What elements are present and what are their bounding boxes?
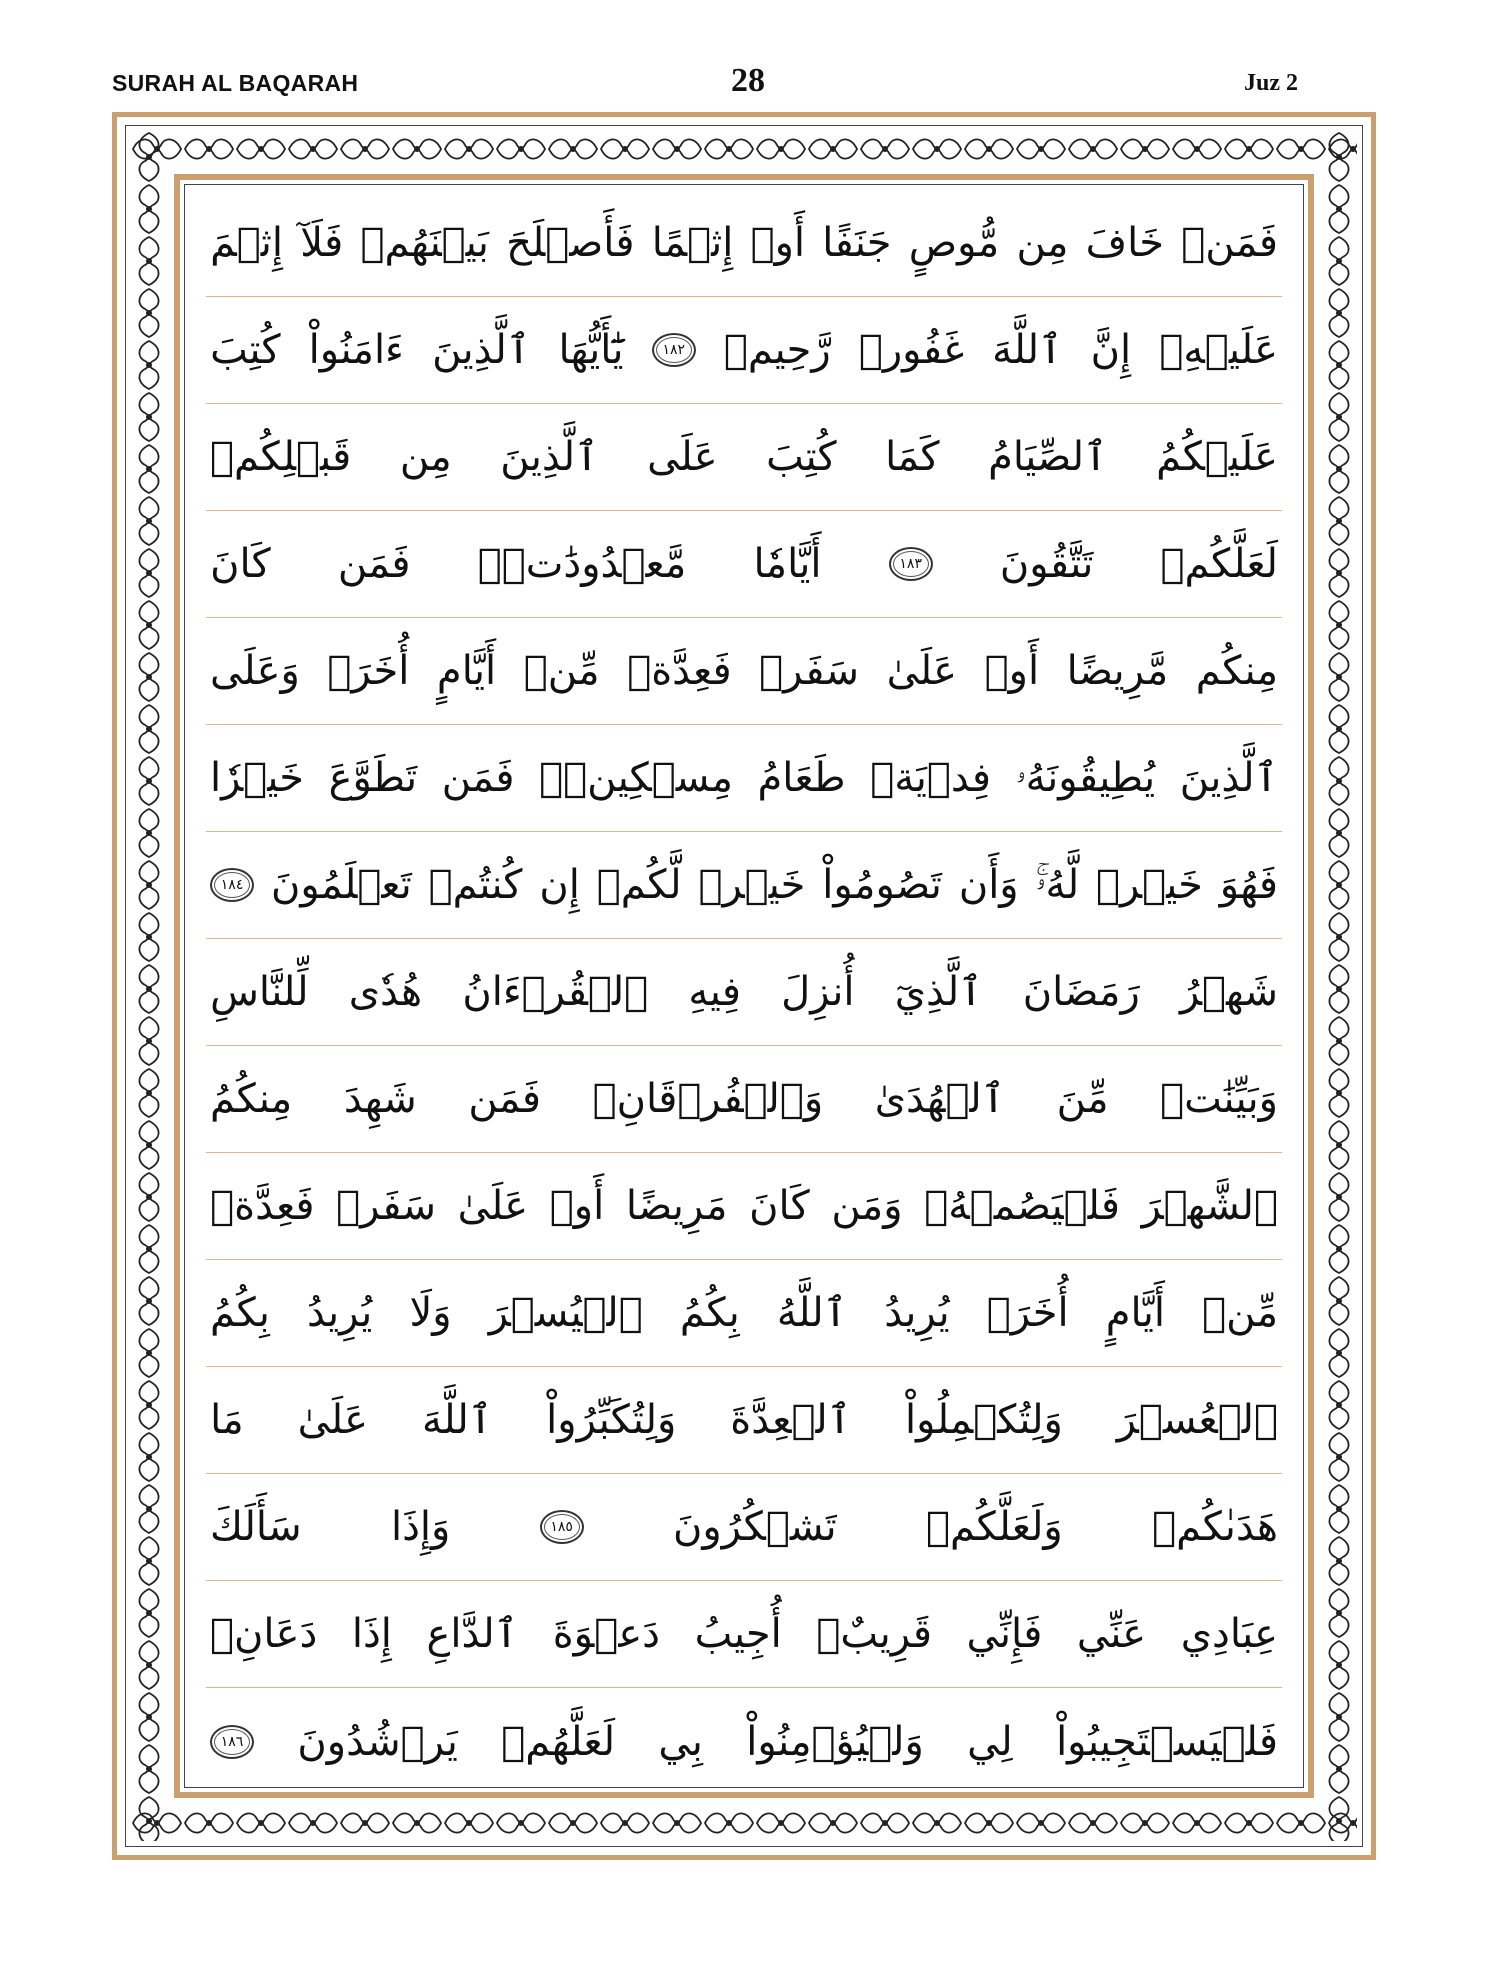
verse-word: وَإِذَا bbox=[390, 1504, 451, 1550]
verse-word: عَنِّي bbox=[1076, 1611, 1147, 1657]
verse-word: إِنَّ bbox=[1090, 327, 1132, 373]
verse-word: سَفَرٖ bbox=[759, 648, 859, 694]
verse-word: ٱللَّهَ bbox=[992, 327, 1063, 373]
floral-border-top-icon bbox=[131, 131, 1357, 167]
verse-word: أَوۡ bbox=[750, 220, 806, 266]
verse-line bbox=[206, 618, 1282, 725]
verse-word: ٱلَّذِينَ bbox=[500, 434, 599, 480]
verse-word: وَعَلَى bbox=[210, 648, 300, 694]
verse-word: فَلۡيَسۡتَجِيبُواْ bbox=[1056, 1718, 1278, 1765]
verse-word: وَلَعَلَّكُمۡ bbox=[925, 1504, 1063, 1550]
verse-word: كُتِبَ bbox=[210, 327, 281, 373]
verse-word: إِثۡمًا bbox=[651, 220, 734, 266]
verse-word: بِكُمُ bbox=[679, 1290, 740, 1336]
verse-word: مِن bbox=[1016, 220, 1069, 266]
verse-word: هَدَىٰكُمۡ bbox=[1152, 1504, 1278, 1550]
verse-word: ٱلۡعُسۡرَ bbox=[1116, 1397, 1278, 1443]
ayah-number-marker: ١٨٢ bbox=[652, 333, 696, 367]
verse-word: إِثۡمَ bbox=[210, 220, 284, 266]
verse-word: ٱلۡعِدَّةَ bbox=[730, 1397, 852, 1443]
floral-border-bottom-icon bbox=[131, 1805, 1357, 1841]
verse-word: فَإِنِّي bbox=[966, 1611, 1043, 1657]
ornamental-frame bbox=[112, 112, 1376, 1860]
verse-line bbox=[206, 1474, 1282, 1581]
verse-word: خَيۡرٗا bbox=[210, 755, 304, 801]
verse-word: ٱلَّذِيٓ bbox=[894, 969, 983, 1015]
verse-word: مُّوصٍ bbox=[908, 220, 1000, 266]
verse-word: فَلَآ bbox=[300, 220, 344, 266]
page-header bbox=[0, 0, 1496, 110]
verse-word: إِذَا bbox=[351, 1611, 392, 1657]
verse-word: كَانَ bbox=[210, 541, 271, 587]
verse-word: وَلِتُكَبِّرُواْ bbox=[546, 1397, 677, 1443]
verse-word: مَا bbox=[210, 1397, 244, 1443]
verse-word: بِي bbox=[658, 1718, 703, 1765]
verse-word: مِسۡكِينٖۖ bbox=[539, 755, 733, 801]
page-number: 28 bbox=[731, 62, 765, 99]
verse-word: فَمَن bbox=[337, 541, 411, 587]
verse-word: ٱلۡهُدَىٰ bbox=[874, 1076, 1006, 1122]
verse-word: رَّحِيمٞ bbox=[723, 327, 831, 373]
verse-word: خَافَ bbox=[1085, 220, 1165, 266]
verse-word: عَلَيۡكُمُ bbox=[1156, 434, 1278, 480]
verse-word: شَهِدَ bbox=[343, 1076, 417, 1122]
verse-word: تَشۡكُرُونَ bbox=[672, 1504, 837, 1550]
ayah-number-marker: ١٨٦ bbox=[210, 1725, 254, 1759]
verse-word: هُدٗى bbox=[348, 969, 423, 1015]
verse-word: فَلۡيَصُمۡهُۖ bbox=[924, 1183, 1120, 1229]
verse-word: دَعۡوَةَ bbox=[552, 1611, 660, 1657]
ayah-number-marker: ١٨٣ bbox=[889, 547, 933, 581]
surah-name: SURAH AL BAQARAH bbox=[112, 70, 359, 96]
verse-word: أَوۡ bbox=[984, 648, 1040, 694]
verse-word: عَلَىٰ bbox=[457, 1183, 529, 1229]
verse-word: سَأَلَكَ bbox=[210, 1504, 302, 1550]
verse-word: مَّرِيضًا bbox=[1066, 648, 1169, 694]
floral-border-right-icon bbox=[1321, 131, 1357, 1841]
verse-word: طَعَامُ bbox=[757, 755, 846, 801]
verse-word: كُنتُمۡ bbox=[428, 862, 523, 908]
verse-word: بَيۡنَهُمۡ bbox=[360, 220, 489, 266]
verse-word: لَّهُۥۚ bbox=[1035, 862, 1080, 908]
verse-word: عَلَىٰ bbox=[297, 1397, 369, 1443]
verse-line bbox=[206, 1367, 1282, 1474]
verse-line bbox=[206, 511, 1282, 618]
verse-word: بِكُمُ bbox=[210, 1290, 270, 1336]
verse-word: ٱلۡيُسۡرَ bbox=[488, 1290, 643, 1336]
verse-word: يَٰٓأَيُّهَا bbox=[558, 327, 624, 373]
verse-word: خَيۡرٞ bbox=[1096, 862, 1203, 908]
verse-word: مِن bbox=[399, 434, 452, 480]
verse-word: لَّكُمۡ bbox=[596, 862, 682, 908]
verse-line bbox=[206, 939, 1282, 1046]
verse-word: خَيۡرٞ bbox=[698, 862, 806, 908]
verse-line bbox=[206, 1260, 1282, 1367]
verse-word: قَرِيبٌۖ bbox=[816, 1611, 932, 1657]
verse-word: يَرۡشُدُونَ bbox=[297, 1718, 458, 1765]
verse-word: أَيَّامٗا bbox=[753, 541, 822, 587]
verse-word: مِّنۡ bbox=[1202, 1290, 1278, 1336]
verse-word: عِبَادِي bbox=[1180, 1611, 1278, 1657]
juz-label: Juz 2 bbox=[1244, 70, 1298, 96]
verse-word: مِنكُمُ bbox=[210, 1076, 293, 1122]
verse-line bbox=[206, 1046, 1282, 1153]
verse-word: أُنزِلَ bbox=[781, 969, 855, 1015]
verse-word: وَلۡيُؤۡمِنُواْ bbox=[746, 1718, 924, 1765]
verse-word: كُتِبَ bbox=[766, 434, 837, 480]
ayah-number-marker: ١٨٥ bbox=[540, 1510, 584, 1544]
verse-word: جَنَفًا bbox=[822, 220, 892, 266]
verse-word: ٱلصِّيَامُ bbox=[988, 434, 1108, 480]
verse-word: فَمَن bbox=[468, 1076, 542, 1122]
verse-word: إِن bbox=[539, 862, 580, 908]
quran-text-panel bbox=[174, 174, 1314, 1798]
verse-word: فِدۡيَةٞ bbox=[870, 755, 991, 801]
verse-word: فَمَن bbox=[441, 755, 515, 801]
verse-word: قَبۡلِكُمۡ bbox=[210, 434, 352, 480]
verse-word: ٱلَّذِينَ bbox=[1179, 755, 1278, 801]
verse-word: مِّنۡ bbox=[523, 648, 600, 694]
verse-word: ٱللَّهَ bbox=[421, 1397, 493, 1443]
verse-word: فِيهِ bbox=[688, 969, 741, 1015]
verse-word: كَمَا bbox=[885, 434, 940, 480]
verse-word: لِّلنَّاسِ bbox=[210, 969, 309, 1015]
verse-word: أُخَرَۚ bbox=[327, 648, 410, 694]
verse-line bbox=[206, 1153, 1282, 1260]
ayah-number-marker: ١٨٤ bbox=[210, 868, 254, 902]
verse-word: تَطَوَّعَ bbox=[328, 755, 418, 801]
verse-word: وَلَا bbox=[409, 1290, 452, 1336]
verse-word: ٱللَّهُ bbox=[776, 1290, 848, 1336]
verse-word: دَعَانِۖ bbox=[210, 1611, 318, 1657]
verse-word: فَمَنۡ bbox=[1181, 220, 1278, 266]
verse-lines bbox=[206, 190, 1282, 1795]
verse-line bbox=[206, 832, 1282, 939]
verse-word: عَلَىٰ bbox=[886, 648, 958, 694]
verse-word: فَأَصۡلَحَ bbox=[506, 220, 635, 266]
verse-word: لَعَلَّهُمۡ bbox=[501, 1718, 616, 1765]
verse-word: يُرِيدُ bbox=[306, 1290, 373, 1336]
verse-word: أَيَّامٍ bbox=[436, 648, 497, 694]
verse-word: فَهُوَ bbox=[1219, 862, 1278, 908]
verse-word: عَلَيۡهِۚ bbox=[1159, 327, 1278, 373]
verse-word: أُخَرَۗ bbox=[986, 1290, 1069, 1336]
verse-word: تَصُومُواْ bbox=[822, 862, 942, 908]
verse-word: يُطِيقُونَهُۥ bbox=[1015, 755, 1156, 801]
verse-word: سَفَرٖ bbox=[336, 1183, 436, 1229]
verse-word: لَعَلَّكُمۡ bbox=[1160, 541, 1278, 587]
verse-word: وَلِتُكۡمِلُواْ bbox=[905, 1397, 1063, 1443]
verse-word: ٱلدَّاعِ bbox=[426, 1611, 519, 1657]
verse-line bbox=[206, 297, 1282, 404]
verse-word: كَانَ bbox=[749, 1183, 810, 1229]
verse-word: أَوۡ bbox=[549, 1183, 605, 1229]
verse-word: عَلَى bbox=[647, 434, 718, 480]
verse-line bbox=[206, 404, 1282, 511]
verse-word: مِّنَ bbox=[1056, 1076, 1109, 1122]
verse-word: مَرِيضًا bbox=[625, 1183, 728, 1229]
verse-word: تَعۡلَمُونَ bbox=[270, 862, 412, 908]
verse-line bbox=[206, 1581, 1282, 1688]
verse-word: تَتَّقُونَ bbox=[999, 541, 1094, 587]
verse-word: ٱلشَّهۡرَ bbox=[1141, 1183, 1278, 1229]
verse-word: وَٱلۡفُرۡقَانِۚ bbox=[592, 1076, 824, 1122]
floral-border-left-icon bbox=[131, 131, 167, 1841]
verse-word: يُرِيدُ bbox=[884, 1290, 950, 1336]
verse-word: غَفُورٞ bbox=[858, 327, 964, 373]
verse-word: مَّعۡدُودَٰتٖۚ bbox=[477, 541, 687, 587]
verse-word: فَعِدَّةٞ bbox=[627, 648, 732, 694]
verse-line bbox=[206, 725, 1282, 832]
verse-line bbox=[206, 1688, 1282, 1795]
verse-word: ٱلۡقُرۡءَانُ bbox=[462, 969, 649, 1015]
verse-word: لِي bbox=[967, 1718, 1013, 1765]
verse-word: وَمَن bbox=[831, 1183, 903, 1229]
verse-word: شَهۡرُ bbox=[1179, 969, 1278, 1015]
verse-word: ءَامَنُواْ bbox=[308, 327, 404, 373]
verse-word: رَمَضَانَ bbox=[1022, 969, 1140, 1015]
verse-line bbox=[206, 190, 1282, 297]
verse-word: أُجِيبُ bbox=[694, 1611, 782, 1657]
verse-word: أَيَّامٍ bbox=[1105, 1290, 1165, 1336]
verse-word: فَعِدَّةٞ bbox=[210, 1183, 315, 1229]
verse-word: مِنكُم bbox=[1195, 648, 1278, 694]
verse-word: وَأَن bbox=[958, 862, 1019, 908]
verse-word: ٱلَّذِينَ bbox=[432, 327, 531, 373]
verse-word: وَبَيِّنَٰتٖ bbox=[1160, 1076, 1278, 1122]
